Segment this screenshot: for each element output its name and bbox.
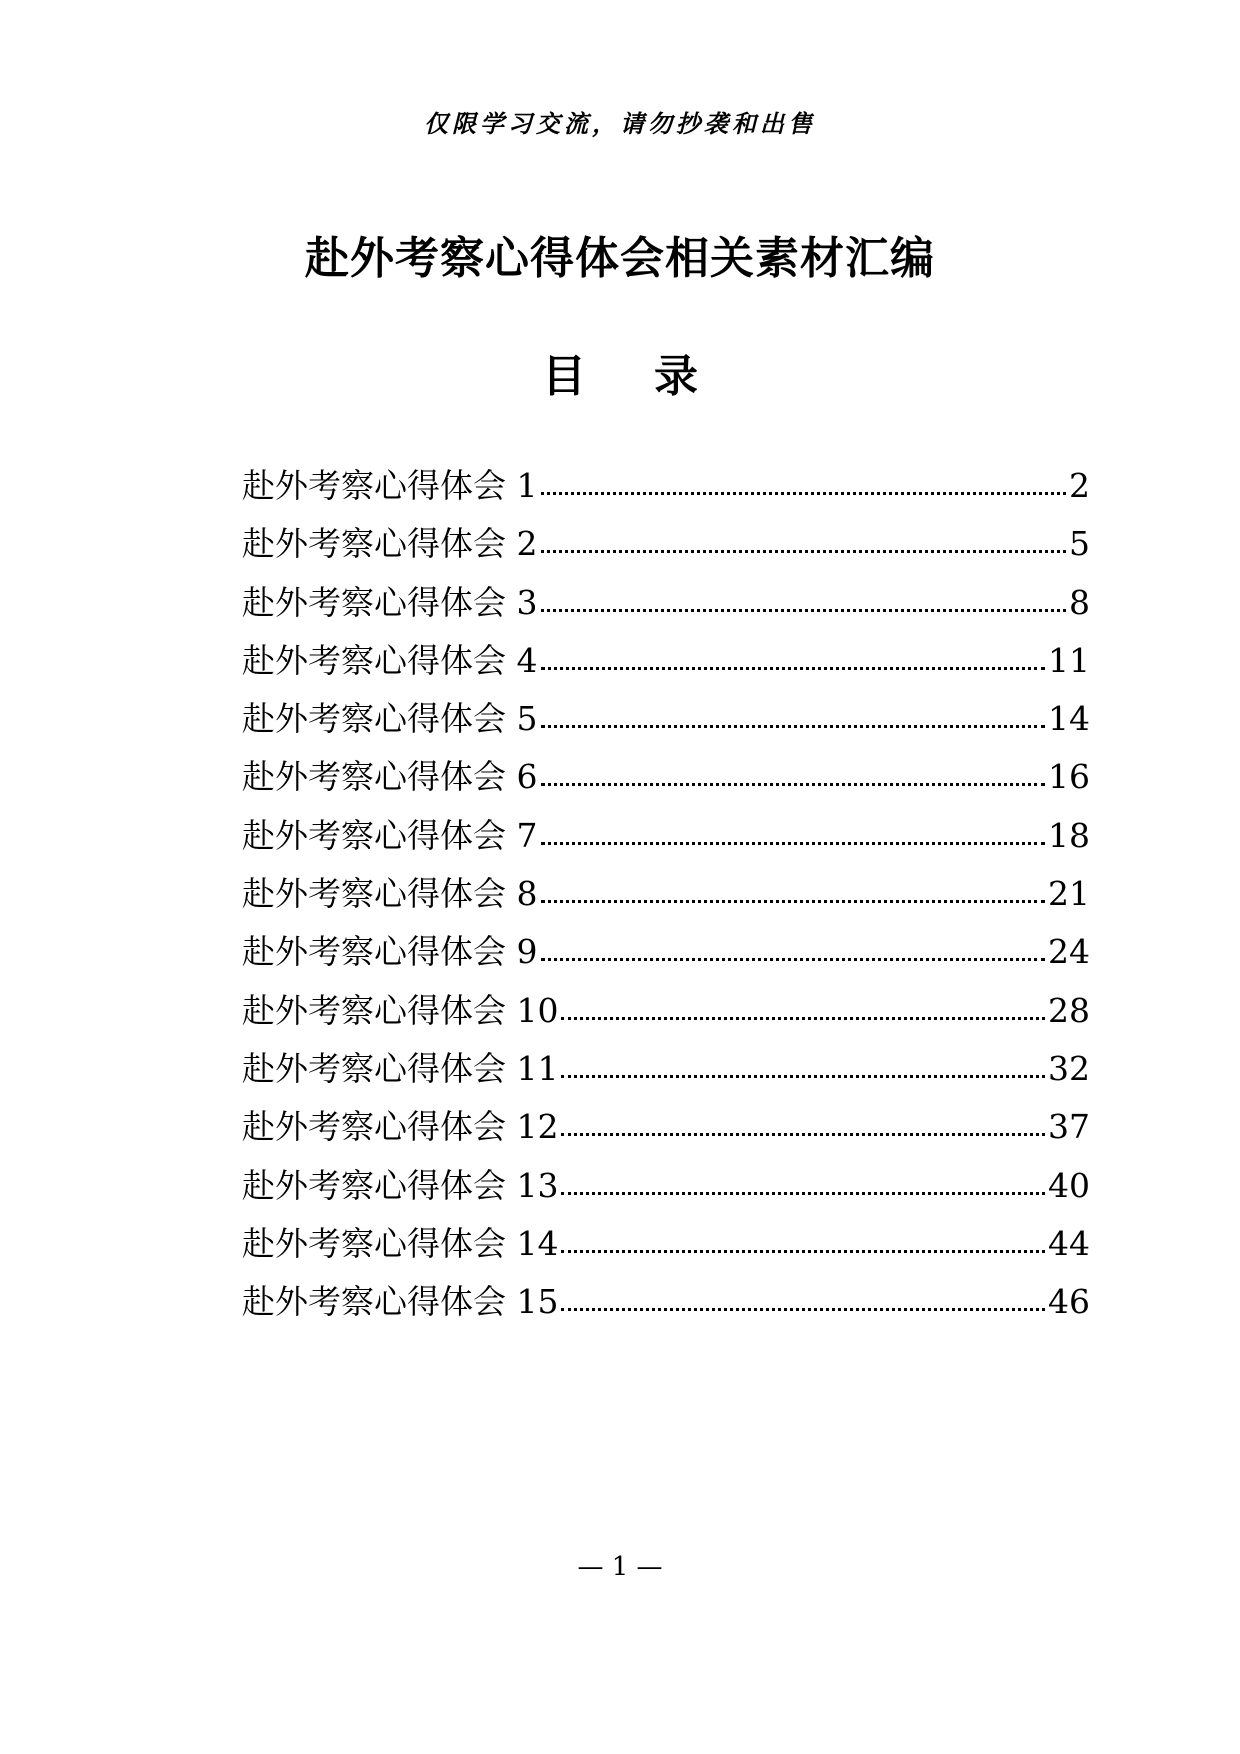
toc-heading-right: 录 bbox=[654, 351, 698, 402]
toc-entry-6[interactable] bbox=[242, 751, 1090, 809]
toc-dot-leader bbox=[561, 1192, 1045, 1195]
toc-entry-11[interactable] bbox=[242, 1043, 1090, 1101]
toc-heading bbox=[0, 340, 1240, 404]
toc-entry-13[interactable] bbox=[242, 1160, 1090, 1218]
toc-entry-page: 28 bbox=[1048, 990, 1090, 1030]
toc-entry-page: 11 bbox=[1048, 640, 1090, 680]
toc-entry-4[interactable] bbox=[242, 635, 1090, 693]
page-number: — 1 — bbox=[577, 1552, 663, 1582]
toc-entry-label: 赴外考察心得体会 4 bbox=[242, 640, 538, 680]
toc-entry-page: 14 bbox=[1048, 699, 1090, 739]
toc-entry-label: 赴外考察心得体会 6 bbox=[242, 757, 538, 797]
toc-entry-page: 21 bbox=[1048, 874, 1090, 914]
toc-entry-14[interactable] bbox=[242, 1218, 1090, 1276]
toc-entry-page: 32 bbox=[1048, 1048, 1090, 1088]
toc-dot-leader bbox=[541, 725, 1046, 728]
toc-dot-leader bbox=[561, 1017, 1045, 1020]
toc-dot-leader bbox=[541, 609, 1067, 612]
toc-entry-label: 赴外考察心得体会 12 bbox=[242, 1107, 559, 1147]
toc-entry-page: 18 bbox=[1048, 815, 1090, 855]
toc-entry-page: 16 bbox=[1048, 757, 1090, 797]
usage-notice: 仅限学习交流，请勿抄袭和出售 bbox=[424, 109, 816, 138]
toc-dot-leader bbox=[541, 842, 1046, 845]
toc-dot-leader bbox=[541, 550, 1067, 553]
toc-dot-leader bbox=[561, 1250, 1045, 1253]
toc-entry-3[interactable] bbox=[242, 577, 1090, 635]
toc-entry-7[interactable] bbox=[242, 810, 1090, 868]
toc-entry-9[interactable] bbox=[242, 926, 1090, 984]
toc-entry-label: 赴外考察心得体会 1 bbox=[242, 466, 538, 505]
toc-dot-leader bbox=[541, 492, 1067, 495]
toc-entry-15[interactable] bbox=[242, 1276, 1090, 1334]
toc-entry-page: 8 bbox=[1069, 582, 1090, 622]
toc-entry-label: 赴外考察心得体会 11 bbox=[242, 1048, 559, 1088]
toc-entry-8[interactable] bbox=[242, 868, 1090, 926]
toc-dot-leader bbox=[541, 958, 1046, 961]
toc-dot-leader bbox=[541, 667, 1046, 670]
toc-entry-page: 2 bbox=[1069, 466, 1090, 505]
toc-entry-10[interactable] bbox=[242, 985, 1090, 1043]
toc-entry-1[interactable] bbox=[242, 460, 1090, 518]
toc-entry-label: 赴外考察心得体会 9 bbox=[242, 932, 538, 972]
toc-entry-page: 40 bbox=[1048, 1165, 1090, 1205]
toc-entry-label: 赴外考察心得体会 8 bbox=[242, 874, 538, 914]
toc-entry-label: 赴外考察心得体会 10 bbox=[242, 990, 559, 1030]
toc-entry-label: 赴外考察心得体会 3 bbox=[242, 582, 538, 622]
toc-entry-5[interactable] bbox=[242, 693, 1090, 751]
toc-entry-page: 24 bbox=[1048, 932, 1090, 972]
toc-dot-leader bbox=[541, 900, 1046, 903]
toc-dot-leader bbox=[561, 1075, 1045, 1078]
toc-dot-leader bbox=[541, 783, 1046, 786]
toc-entry-label: 赴外考察心得体会 7 bbox=[242, 815, 538, 855]
toc-entry-label: 赴外考察心得体会 5 bbox=[242, 699, 538, 739]
toc-entry-2[interactable] bbox=[242, 518, 1090, 576]
toc-entry-page: 44 bbox=[1048, 1223, 1090, 1263]
document-title: 赴外考察心得体会相关素材汇编 bbox=[305, 233, 935, 284]
toc-entry-label: 赴外考察心得体会 2 bbox=[242, 524, 538, 564]
table-of-contents bbox=[242, 460, 1090, 1334]
toc-entry-page: 46 bbox=[1048, 1282, 1090, 1322]
toc-entry-page: 37 bbox=[1048, 1107, 1090, 1147]
toc-entry-page: 5 bbox=[1069, 524, 1090, 564]
toc-entry-label: 赴外考察心得体会 15 bbox=[242, 1282, 559, 1322]
toc-entry-label: 赴外考察心得体会 14 bbox=[242, 1223, 559, 1263]
toc-entry-12[interactable] bbox=[242, 1101, 1090, 1159]
toc-dot-leader bbox=[561, 1308, 1045, 1311]
toc-entry-label: 赴外考察心得体会 13 bbox=[242, 1165, 559, 1205]
toc-heading-left: 目 bbox=[542, 351, 586, 402]
toc-dot-leader bbox=[561, 1133, 1045, 1136]
